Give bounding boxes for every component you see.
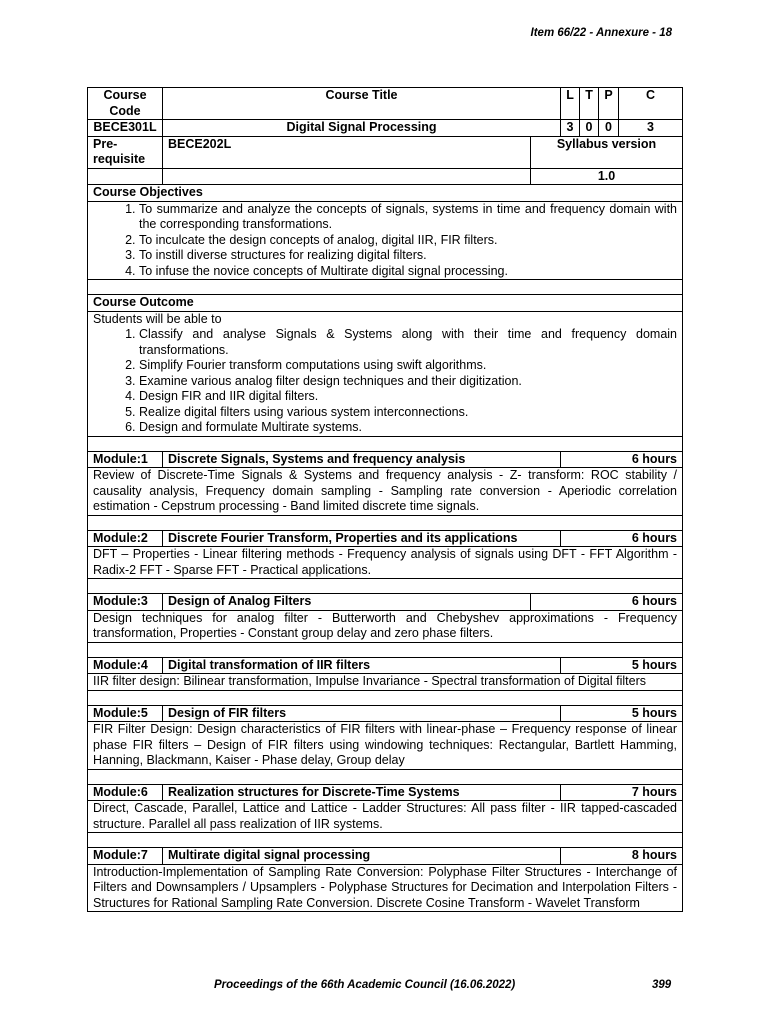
course-header-row	[88, 88, 683, 120]
module-content: IIR filter design: Bilinear transformation, Impulse Invariance - Spectral transformation of Digital filters	[88, 674, 683, 691]
outcomes-list	[93, 327, 677, 436]
course-code-label: Course Code	[88, 88, 163, 120]
proceedings-footer: Proceedings of the 66th Academic Council (16.06.2022)	[214, 979, 516, 991]
syllabus-version-value: 1.0	[531, 168, 683, 185]
module-header-row	[88, 657, 683, 674]
module-title: Realization structures for Discrete-Time Systems	[163, 784, 561, 801]
module-hours: 5 hours	[561, 705, 683, 722]
module-hours: 7 hours	[561, 784, 683, 801]
module-header-row	[88, 451, 683, 468]
module-hours: 6 hours	[531, 594, 683, 611]
c-label: C	[619, 88, 683, 120]
module-hours: 8 hours	[561, 848, 683, 865]
course-title: Digital Signal Processing	[163, 120, 561, 137]
outcome-item: 4. Design FIR and IIR digital filters.	[139, 389, 677, 405]
item-reference: Item 66/22 - Annexure - 18	[530, 27, 672, 39]
prerequisite-value: BECE202L	[163, 136, 531, 168]
module-title: Design of FIR filters	[163, 705, 561, 722]
t-value: 0	[580, 120, 599, 137]
module-header-row	[88, 594, 683, 611]
module-content: Design techniques for analog filter - Butterworth and Chebyshev approximations - Frequency transformation, Properties - Constant group delay and zero phase filters.	[88, 610, 683, 642]
module-title: Digital transformation of IIR filters	[163, 657, 561, 674]
module-hours: 6 hours	[561, 451, 683, 468]
objective-item: 3. To instill diverse structures for realizing digital filters.	[139, 248, 677, 264]
module-title: Discrete Signals, Systems and frequency analysis	[163, 451, 561, 468]
outcomes-intro: Students will be able to	[93, 311, 222, 326]
prerequisite-row	[88, 136, 683, 168]
objective-item: 4. To infuse the novice concepts of Multirate digital signal processing.	[139, 264, 677, 280]
outcome-item: 2. Simplify Fourier transform computations using swift algorithms.	[139, 358, 677, 374]
module-content: Review of Discrete-Time Signals & Systems and frequency analysis - Z- transform: ROC stability / causality analysis, Frequency domain sampling - Sampling rate conversion - Aperiodic correlation estimation - Cepstrum processing - Band limited discrete time signals.	[88, 468, 683, 516]
module-header-row	[88, 848, 683, 865]
module-label: Module:6	[88, 784, 163, 801]
module-label: Module:3	[88, 594, 163, 611]
course-code: BECE301L	[88, 120, 163, 137]
module-header-row	[88, 784, 683, 801]
objectives-list	[93, 202, 677, 280]
module-label: Module:4	[88, 657, 163, 674]
syllabus-version-row	[88, 168, 683, 185]
outcome-item: 1. Classify and analyse Signals & Systems along with their time and frequency domain transformations.	[139, 327, 677, 358]
module-content: Introduction-Implementation of Sampling Rate Conversion: Polyphase Filter Structures - Interchange of Filters and Downsamplers / Upsamplers - Polyphase Structures for Decimation and Interpolation Filters - Structures for Rational Sampling Rate Conversion. Discrete Cosine Transform - Wavelet Transform	[88, 864, 683, 912]
module-label: Module:5	[88, 705, 163, 722]
module-content: DFT – Properties - Linear filtering methods - Frequency analysis of signals using DFT - FFT Algorithm - Radix-2 FFT - Sparse FFT - Practical applications.	[88, 547, 683, 579]
module-label: Module:7	[88, 848, 163, 865]
module-hours: 5 hours	[561, 657, 683, 674]
course-title-label: Course Title	[163, 88, 561, 120]
objectives-heading: Course Objectives	[88, 185, 683, 202]
syllabus-version-label: Syllabus version	[531, 136, 683, 168]
module-label: Module:1	[88, 451, 163, 468]
outcome-item: 5. Realize digital filters using various system interconnections.	[139, 405, 677, 421]
objective-item: 2. To inculcate the design concepts of analog, digital IIR, FIR filters.	[139, 233, 677, 249]
outcomes-heading: Course Outcome	[88, 295, 683, 312]
p-label: P	[599, 88, 619, 120]
t-label: T	[580, 88, 599, 120]
module-header-row	[88, 705, 683, 722]
outcome-item: 6. Design and formulate Multirate systems.	[139, 420, 677, 436]
module-hours: 6 hours	[561, 530, 683, 547]
outcomes-cell	[88, 311, 683, 436]
module-content: FIR Filter Design: Design characteristics of FIR filters with linear-phase – Frequency response of linear phase FIR filters – Design of FIR filters using windowing techniques: Rectangular, Bartlett Hamming, Hanning, Blackmann, Kaiser - Phase delay, Group delay	[88, 722, 683, 770]
module-header-row	[88, 530, 683, 547]
outcome-item: 3. Examine various analog filter design techniques and their digitization.	[139, 374, 677, 390]
p-value: 0	[599, 120, 619, 137]
module-title: Multirate digital signal processing	[163, 848, 561, 865]
objective-item: 1. To summarize and analyze the concepts of signals, systems in time and frequency domain with the corresponding transformations.	[139, 202, 677, 233]
module-content: Direct, Cascade, Parallel, Lattice and Lattice - Ladder Structures: All pass filter - IIR tapped-cascaded structure. Parallel all pass realization of IIR systems.	[88, 801, 683, 833]
course-info-row	[88, 120, 683, 137]
l-label: L	[561, 88, 580, 120]
module-label: Module:2	[88, 530, 163, 547]
syllabus-table	[87, 87, 683, 912]
objectives-list-cell	[88, 201, 683, 280]
module-title: Discrete Fourier Transform, Properties and its applications	[163, 530, 561, 547]
c-value: 3	[619, 120, 683, 137]
l-value: 3	[561, 120, 580, 137]
module-title: Design of Analog Filters	[163, 594, 531, 611]
prerequisite-label: Pre-requisite	[88, 136, 163, 168]
page-number: 399	[652, 979, 672, 991]
